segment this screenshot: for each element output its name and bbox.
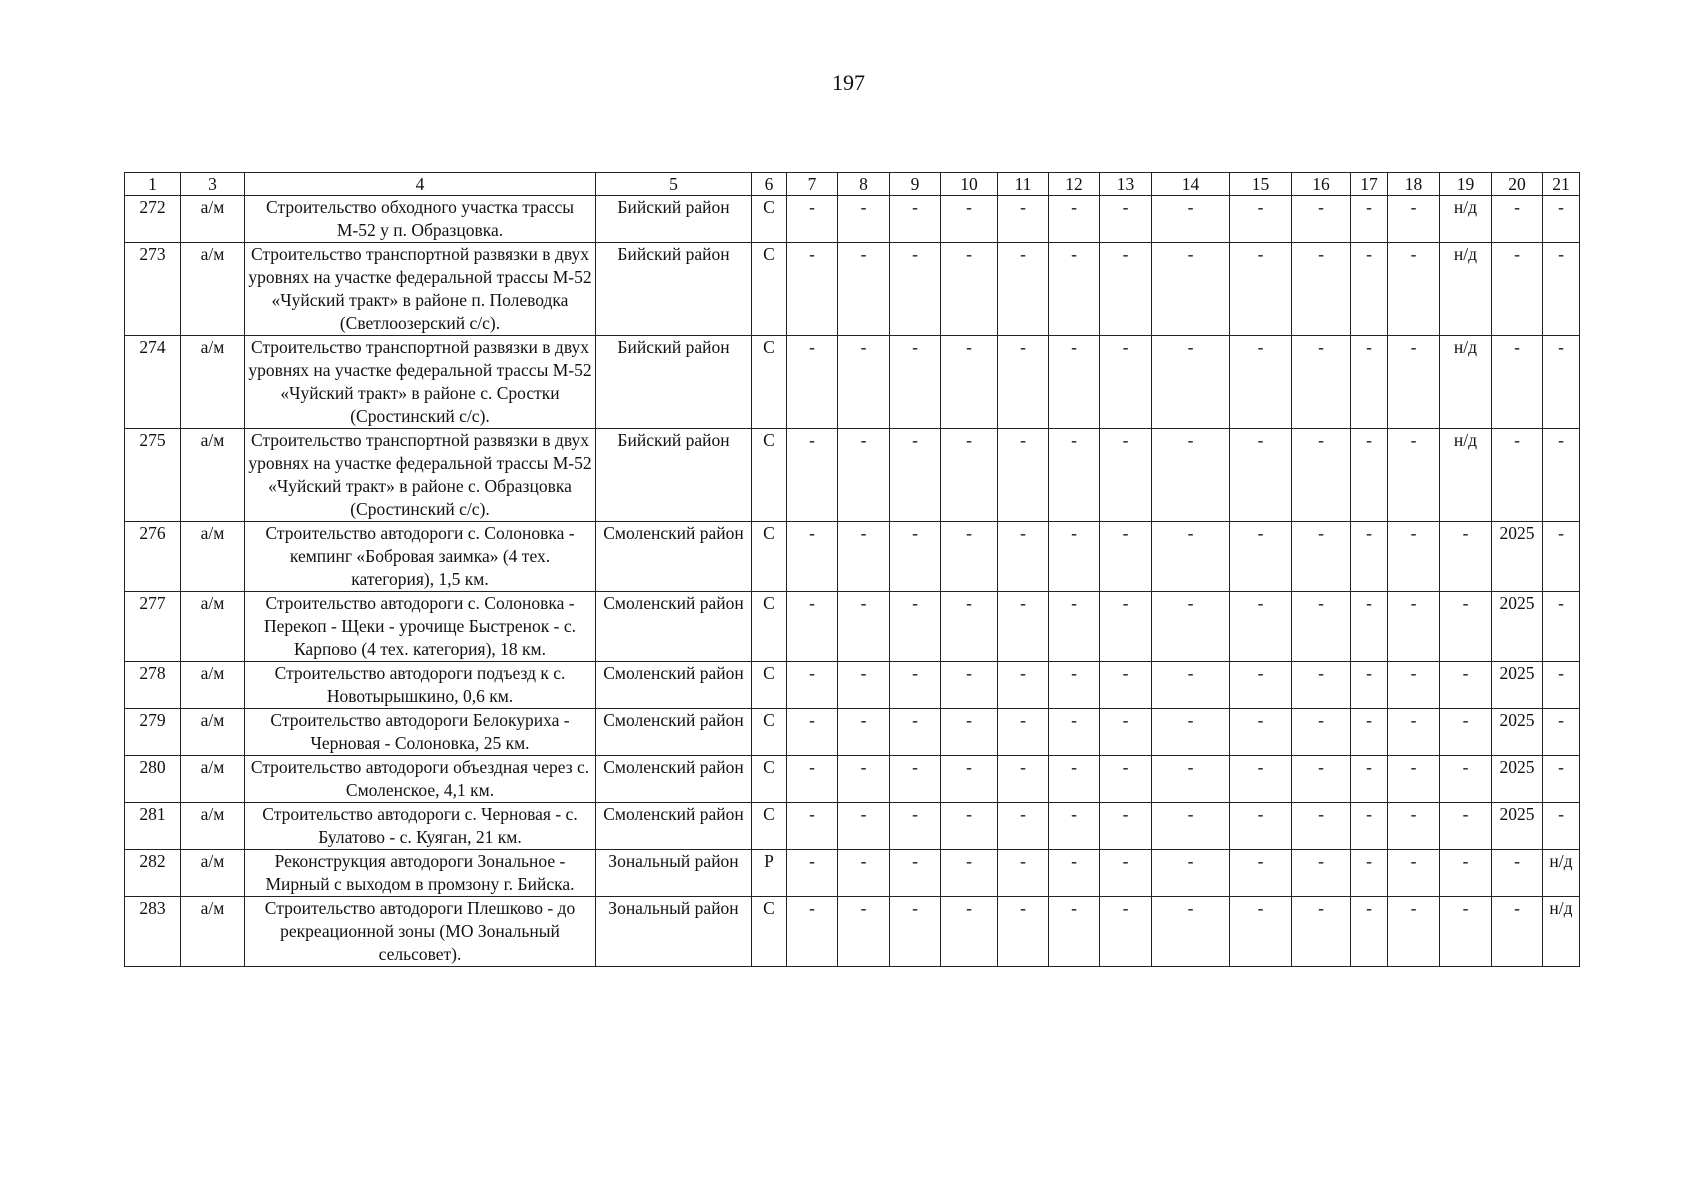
table-cell: - [1049, 196, 1100, 243]
table-cell: - [941, 850, 998, 897]
table-cell: - [1543, 336, 1580, 429]
table-cell: - [1049, 897, 1100, 967]
table-cell: - [1049, 429, 1100, 522]
column-header: 21 [1543, 173, 1580, 196]
table-cell: С [752, 803, 787, 850]
table-cell: - [1100, 429, 1152, 522]
table-cell: н/д [1543, 850, 1580, 897]
table-cell: - [1440, 662, 1492, 709]
table-cell: - [1388, 662, 1440, 709]
table-cell: - [1230, 336, 1292, 429]
table-cell: - [1049, 709, 1100, 756]
table-row [125, 803, 1580, 850]
table-cell: - [1049, 336, 1100, 429]
district-cell: Зональный район [596, 897, 752, 967]
table-cell: - [890, 522, 941, 592]
table-cell: 280 [125, 756, 181, 803]
table-cell: - [1440, 850, 1492, 897]
table-cell: - [1440, 709, 1492, 756]
table-row [125, 897, 1580, 967]
column-header: 20 [1492, 173, 1543, 196]
table-cell: - [1388, 336, 1440, 429]
table-cell: - [1388, 709, 1440, 756]
table-cell: - [787, 592, 838, 662]
table-cell: - [1292, 709, 1351, 756]
table-cell: - [1492, 243, 1543, 336]
column-header: 10 [941, 173, 998, 196]
table-cell: - [1152, 592, 1230, 662]
table-cell: - [1543, 803, 1580, 850]
table-row [125, 592, 1580, 662]
column-header: 11 [998, 173, 1049, 196]
table-row [125, 662, 1580, 709]
table-cell: С [752, 429, 787, 522]
table-cell: - [838, 709, 890, 756]
district-cell: Зональный район [596, 850, 752, 897]
table-cell: - [1292, 662, 1351, 709]
table-cell: - [941, 756, 998, 803]
table-cell: - [1152, 196, 1230, 243]
table-cell: - [890, 429, 941, 522]
table-row [125, 850, 1580, 897]
table-cell: а/м [181, 243, 245, 336]
table-cell: С [752, 592, 787, 662]
table-cell: - [1230, 662, 1292, 709]
table-row [125, 243, 1580, 336]
table-cell: - [1543, 196, 1580, 243]
table-cell: - [941, 662, 998, 709]
table-cell: - [838, 196, 890, 243]
table-cell: - [1292, 897, 1351, 967]
table-cell: 273 [125, 243, 181, 336]
column-header: 1 [125, 173, 181, 196]
table-cell: - [1292, 850, 1351, 897]
table-cell: - [1100, 336, 1152, 429]
table-cell: - [1292, 592, 1351, 662]
data-table [124, 172, 1580, 967]
table-cell: - [787, 756, 838, 803]
table-cell: - [890, 803, 941, 850]
table-row [125, 336, 1580, 429]
table-cell: - [787, 522, 838, 592]
table-cell: - [890, 336, 941, 429]
table-cell: - [1100, 196, 1152, 243]
table-cell: 272 [125, 196, 181, 243]
table-cell: 2025 [1492, 662, 1543, 709]
column-header: 3 [181, 173, 245, 196]
table-cell: - [838, 803, 890, 850]
table-cell: - [1230, 756, 1292, 803]
table-cell: а/м [181, 336, 245, 429]
table-cell: - [1292, 336, 1351, 429]
project-name-cell: Строительство автодороги с. Солоновка - Перекоп - Щеки - урочище Быстренок - с. Карпово (4 тех. категория), 18 км. [245, 592, 596, 662]
table-cell: 283 [125, 897, 181, 967]
table-cell: - [1292, 196, 1351, 243]
table-cell: - [1388, 850, 1440, 897]
table-cell: - [1351, 196, 1388, 243]
table-cell: - [1100, 243, 1152, 336]
table-cell: - [1230, 592, 1292, 662]
table-cell: - [1152, 756, 1230, 803]
table-cell: - [890, 709, 941, 756]
column-header: 9 [890, 173, 941, 196]
table-cell: - [1388, 243, 1440, 336]
table-cell: 2025 [1492, 756, 1543, 803]
table-cell: - [1100, 709, 1152, 756]
table-cell: 2025 [1492, 709, 1543, 756]
table-cell: - [941, 709, 998, 756]
table-cell: С [752, 336, 787, 429]
table-cell: - [1230, 709, 1292, 756]
column-header: 17 [1351, 173, 1388, 196]
table-cell: - [998, 709, 1049, 756]
table-cell: а/м [181, 429, 245, 522]
column-header: 13 [1100, 173, 1152, 196]
table-cell: - [1049, 756, 1100, 803]
table-cell: - [838, 336, 890, 429]
table-cell: - [941, 429, 998, 522]
table-cell: - [1543, 662, 1580, 709]
column-header: 7 [787, 173, 838, 196]
table-cell: а/м [181, 850, 245, 897]
table-cell: 282 [125, 850, 181, 897]
table-cell: - [941, 522, 998, 592]
column-header: 14 [1152, 173, 1230, 196]
column-header: 12 [1049, 173, 1100, 196]
column-header: 16 [1292, 173, 1351, 196]
table-cell: 2025 [1492, 522, 1543, 592]
table-cell: - [890, 756, 941, 803]
table-cell: н/д [1440, 196, 1492, 243]
table-cell: 2025 [1492, 592, 1543, 662]
district-cell: Смоленский район [596, 709, 752, 756]
table-cell: - [1292, 522, 1351, 592]
table-cell: - [1292, 756, 1351, 803]
table-cell: С [752, 897, 787, 967]
table-cell: - [1351, 336, 1388, 429]
table-cell: - [998, 522, 1049, 592]
table-cell: - [1152, 243, 1230, 336]
table-cell: - [941, 196, 998, 243]
table-cell: а/м [181, 662, 245, 709]
project-name-cell: Строительство автодороги подъезд к с. Новотырышкино, 0,6 км. [245, 662, 596, 709]
table-cell: - [1230, 196, 1292, 243]
district-cell: Бийский район [596, 336, 752, 429]
table-cell: - [1440, 592, 1492, 662]
table-cell: - [1152, 662, 1230, 709]
table-cell: 279 [125, 709, 181, 756]
table-cell: - [1351, 662, 1388, 709]
table-cell: а/м [181, 522, 245, 592]
project-name-cell: Строительство транспортной развязки в двух уровнях на участке федеральной трассы М-52 «Чуйский тракт» в районе с. Образцовка (Сростинский с/с). [245, 429, 596, 522]
table-cell: - [1351, 897, 1388, 967]
table-cell: - [1230, 243, 1292, 336]
table-cell: - [1440, 522, 1492, 592]
table-cell: - [787, 429, 838, 522]
table-cell: - [1100, 803, 1152, 850]
table-cell: - [787, 709, 838, 756]
column-header: 4 [245, 173, 596, 196]
table-cell: - [1492, 897, 1543, 967]
table-cell: С [752, 243, 787, 336]
table-cell: 278 [125, 662, 181, 709]
district-cell: Бийский район [596, 429, 752, 522]
table-cell: - [1152, 522, 1230, 592]
district-cell: Смоленский район [596, 592, 752, 662]
table-cell: - [1543, 592, 1580, 662]
table-cell: - [1388, 196, 1440, 243]
table-cell: - [1388, 756, 1440, 803]
table-cell: - [890, 897, 941, 967]
table-cell: - [1492, 850, 1543, 897]
table-cell: - [1440, 897, 1492, 967]
table-cell: - [1100, 897, 1152, 967]
table-cell: - [1351, 803, 1388, 850]
table-cell: - [1292, 429, 1351, 522]
table-cell: - [838, 662, 890, 709]
table-cell: - [998, 756, 1049, 803]
table-cell: - [1152, 850, 1230, 897]
project-name-cell: Строительство автодороги объездная через с. Смоленское, 4,1 км. [245, 756, 596, 803]
table-cell: - [941, 243, 998, 336]
table-cell: - [890, 662, 941, 709]
table-cell: - [1100, 522, 1152, 592]
table-cell: - [1049, 803, 1100, 850]
district-cell: Бийский район [596, 196, 752, 243]
table-cell: - [1351, 709, 1388, 756]
table-cell: - [1351, 592, 1388, 662]
table-cell: - [998, 196, 1049, 243]
table-cell: - [998, 662, 1049, 709]
project-name-cell: Строительство автодороги Белокуриха - Черновая - Солоновка, 25 км. [245, 709, 596, 756]
table-cell: - [1543, 429, 1580, 522]
table-cell: - [787, 850, 838, 897]
table-cell: - [1292, 243, 1351, 336]
district-cell: Смоленский район [596, 662, 752, 709]
table-cell: - [1388, 429, 1440, 522]
table-cell: а/м [181, 803, 245, 850]
table-cell: - [1152, 429, 1230, 522]
table-cell: - [941, 336, 998, 429]
table-cell: - [1152, 803, 1230, 850]
table-cell: - [1292, 803, 1351, 850]
table-cell: - [787, 243, 838, 336]
table-cell: - [1351, 522, 1388, 592]
table-cell: - [1388, 803, 1440, 850]
table-cell: - [941, 592, 998, 662]
table-cell: 277 [125, 592, 181, 662]
table-cell: а/м [181, 756, 245, 803]
table-cell: - [1049, 592, 1100, 662]
project-name-cell: Строительство автодороги Плешково - до рекреационной зоны (МО Зональный сельсовет). [245, 897, 596, 967]
table-row [125, 709, 1580, 756]
table-cell: 275 [125, 429, 181, 522]
table-cell: - [1152, 336, 1230, 429]
table-cell: - [1100, 756, 1152, 803]
table-row [125, 522, 1580, 592]
table-cell: С [752, 196, 787, 243]
table-cell: 276 [125, 522, 181, 592]
table-cell: - [998, 243, 1049, 336]
district-cell: Смоленский район [596, 803, 752, 850]
table-cell: - [941, 803, 998, 850]
column-header: 18 [1388, 173, 1440, 196]
table-cell: С [752, 709, 787, 756]
table-cell: - [787, 336, 838, 429]
table-cell: - [838, 756, 890, 803]
table-cell: - [838, 243, 890, 336]
table-cell: - [838, 592, 890, 662]
table-cell: С [752, 522, 787, 592]
table-cell: - [787, 897, 838, 967]
project-name-cell: Строительство автодороги с. Черновая - с. Булатово - с. Куяган, 21 км. [245, 803, 596, 850]
table-cell: - [998, 429, 1049, 522]
page-number: 197 [832, 70, 865, 95]
table-cell: - [838, 522, 890, 592]
column-header: 6 [752, 173, 787, 196]
table-cell: - [1492, 196, 1543, 243]
table-cell: - [890, 850, 941, 897]
table-cell: - [890, 592, 941, 662]
table-cell: - [838, 897, 890, 967]
table-cell: - [1351, 243, 1388, 336]
table-cell: - [1543, 522, 1580, 592]
table-cell: - [998, 850, 1049, 897]
table-cell: - [1543, 243, 1580, 336]
table-cell: - [1492, 336, 1543, 429]
table-body [125, 196, 1580, 967]
table-cell: 281 [125, 803, 181, 850]
table-cell: Р [752, 850, 787, 897]
table-cell: а/м [181, 897, 245, 967]
table-cell: - [787, 662, 838, 709]
table-cell: - [1230, 850, 1292, 897]
table-cell: С [752, 756, 787, 803]
table-cell: - [1049, 243, 1100, 336]
table-cell: - [1543, 709, 1580, 756]
table-cell: - [838, 429, 890, 522]
table-cell: а/м [181, 709, 245, 756]
table-cell: - [838, 850, 890, 897]
project-name-cell: Строительство транспортной развязки в двух уровнях на участке федеральной трассы М-52 «Чуйский тракт» в районе п. Полеводка (Светлоозерский с/с). [245, 243, 596, 336]
table-cell: а/м [181, 592, 245, 662]
column-header: 19 [1440, 173, 1492, 196]
table-cell: - [1152, 709, 1230, 756]
table-cell: - [1351, 850, 1388, 897]
table-cell: - [1100, 662, 1152, 709]
table-cell: - [1049, 662, 1100, 709]
column-header: 8 [838, 173, 890, 196]
table-cell: - [1440, 803, 1492, 850]
table-cell: - [1049, 850, 1100, 897]
table-cell: а/м [181, 196, 245, 243]
table-cell: - [1230, 522, 1292, 592]
project-name-cell: Строительство обходного участка трассы М-52 у п. Образцовка. [245, 196, 596, 243]
project-name-cell: Строительство транспортной развязки в двух уровнях на участке федеральной трассы М-52 «Чуйский тракт» в районе с. Сростки (Сростинский с/с). [245, 336, 596, 429]
table-cell: - [787, 803, 838, 850]
table-cell: - [998, 803, 1049, 850]
table-cell: 274 [125, 336, 181, 429]
table-cell: - [1543, 756, 1580, 803]
table-cell: - [1388, 592, 1440, 662]
table-cell: - [1351, 429, 1388, 522]
table-cell: - [1440, 756, 1492, 803]
table-row [125, 196, 1580, 243]
table-cell: - [890, 243, 941, 336]
table-row [125, 756, 1580, 803]
table-cell: н/д [1543, 897, 1580, 967]
column-header: 5 [596, 173, 752, 196]
table-cell: - [1230, 429, 1292, 522]
table-cell: - [998, 336, 1049, 429]
table-cell: н/д [1440, 429, 1492, 522]
table-cell: 2025 [1492, 803, 1543, 850]
table-cell: - [941, 897, 998, 967]
table-cell: - [1152, 897, 1230, 967]
header-row [125, 173, 1580, 196]
district-cell: Смоленский район [596, 522, 752, 592]
table-cell: - [998, 592, 1049, 662]
table-cell: - [998, 897, 1049, 967]
district-cell: Бийский район [596, 243, 752, 336]
table-cell: - [1100, 592, 1152, 662]
table-cell: - [1351, 756, 1388, 803]
table-cell: - [1230, 803, 1292, 850]
table-cell: н/д [1440, 243, 1492, 336]
table-cell: - [1388, 522, 1440, 592]
district-cell: Смоленский район [596, 756, 752, 803]
table-cell: - [1230, 897, 1292, 967]
table-cell: н/д [1440, 336, 1492, 429]
table-cell: - [1100, 850, 1152, 897]
column-header: 15 [1230, 173, 1292, 196]
table-cell: - [890, 196, 941, 243]
table-cell: - [787, 196, 838, 243]
table-row [125, 429, 1580, 522]
project-name-cell: Строительство автодороги с. Солоновка - кемпинг «Бобровая заимка» (4 тех. категория), 1,5 км. [245, 522, 596, 592]
table-cell: - [1492, 429, 1543, 522]
table-cell: - [1388, 897, 1440, 967]
table-cell: С [752, 662, 787, 709]
table-cell: - [1049, 522, 1100, 592]
project-name-cell: Реконструкция автодороги Зональное - Мирный с выходом в промзону г. Бийска. [245, 850, 596, 897]
